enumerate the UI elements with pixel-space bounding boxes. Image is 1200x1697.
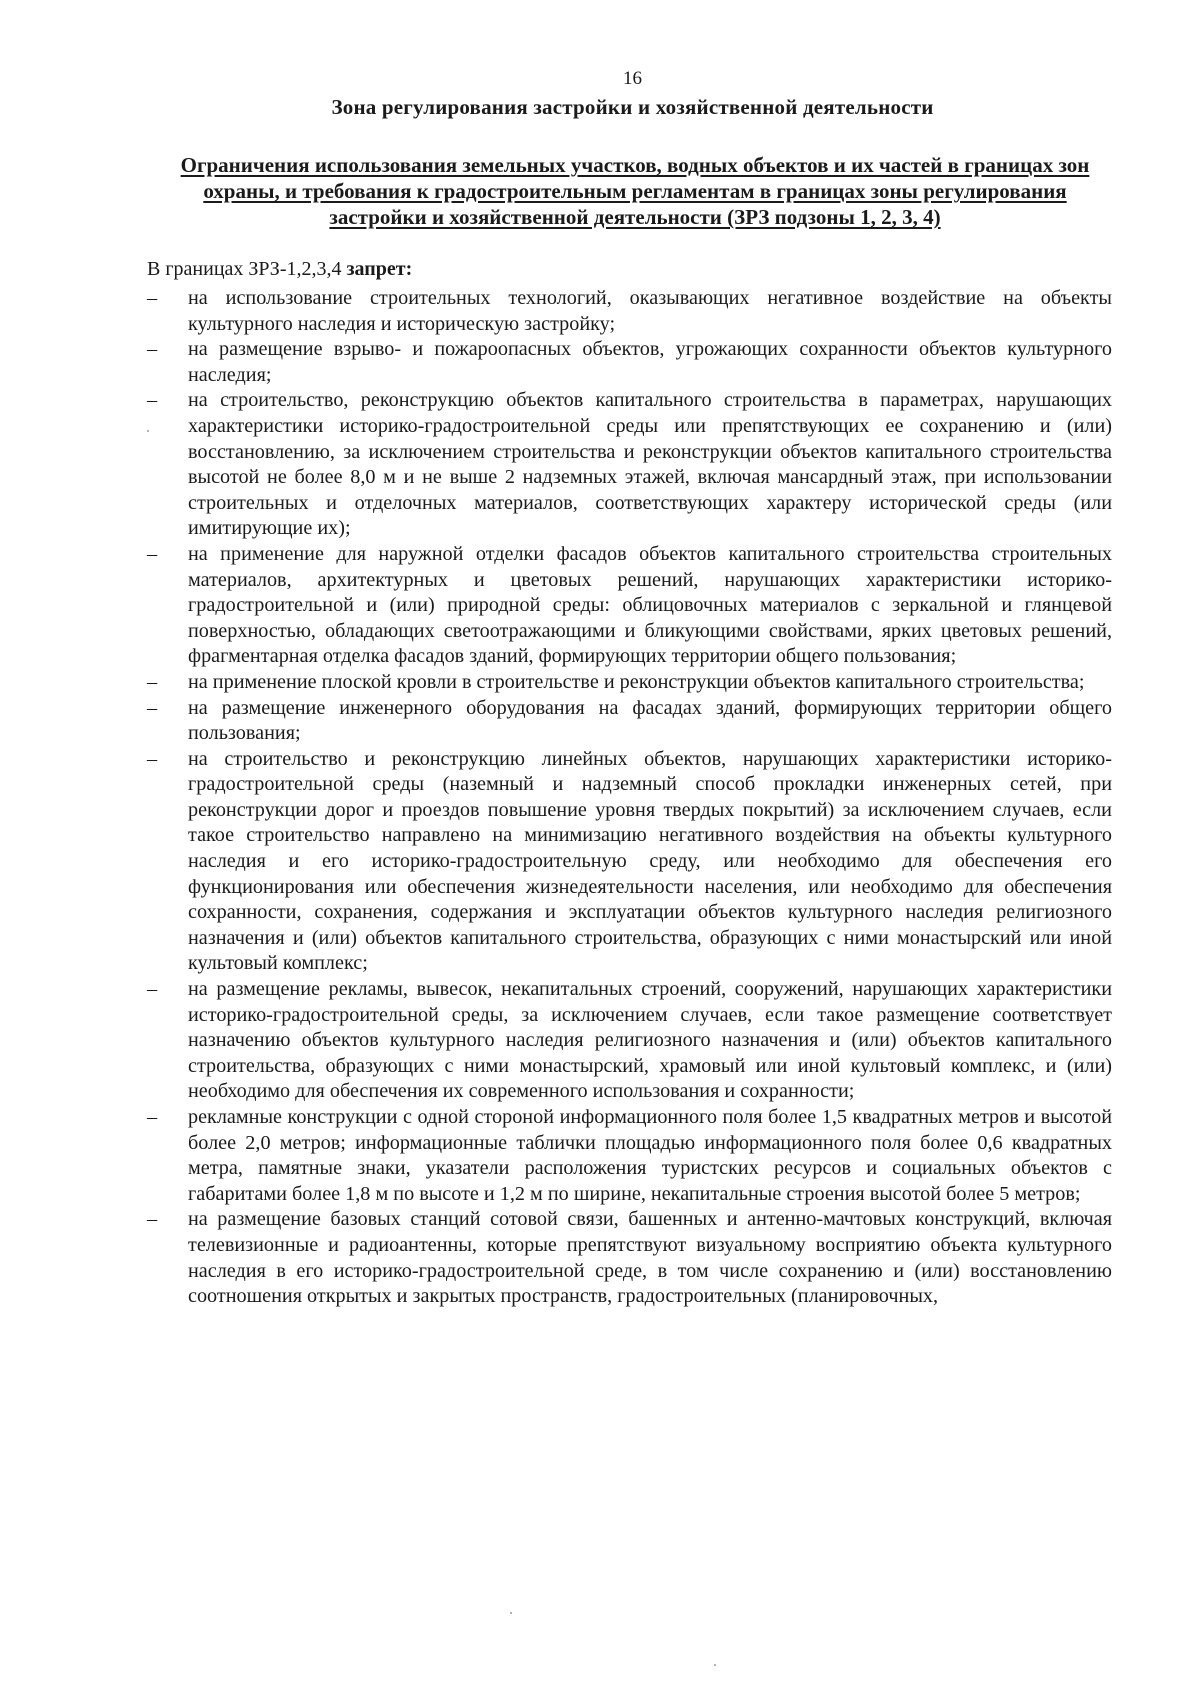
bullet-dash: – [147,747,158,770]
scan-speck [714,1664,716,1666]
list-item-text: на размещение базовых станций сотовой связи, башенных и антенно-мачтовых конструкций, включая телевизионные и радиоантенны, которые препятствуют визуальному восприятию объекта культурного наследия в его историко-градостроительной среде, в том числе сохранению и (или) восстановлению соотношения открытых и закрытых пространств, градостроительных (планировочных, [188,1208,1112,1308]
bullet-dash: – [147,1106,158,1128]
list-item-text: на применение для наружной отделки фасадов объектов капитального строительства строительных материалов, архитектурных и цветовых решений, нарушающих характеристики историко-градостроительной и (или) природной среды: облицовочных материалов с зеркальной и глянцевой поверхностью, обладающих светоотражающими и бликующими свойствами, ярких цветовых решений, фрагментарная отделка фасадов зданий, формирующих территории общего пользования; [188,542,1112,668]
page-number: 16 [623,68,642,89]
list-item [147,1105,1112,1207]
list-item [147,286,1112,337]
scan-speck [147,430,149,432]
list-item [147,542,1112,670]
restrictions-subheading: Ограничения использования земельных участков, водных объектов и их частей в границах зон охраны, и требования к градостроительным регламентам в границах зоны регулирования застройки и хозяйственной деятельности (ЗРЗ подзоны 1, 2, 3, 4) [180,153,1090,229]
prohibition-list [147,286,1112,1310]
intro-prefix: В границах ЗРЗ-1,2,3,4 [147,258,347,280]
list-item-text: на использование строительных технологий, оказывающих негативное воздействие на объекты культурного наследия и историческую застройку; [188,287,1112,335]
list-item [147,670,1112,696]
list-item-text: на применение плоской кровли в строительстве и реконструкции объектов капитального строительства; [188,670,1085,693]
bullet-dash: – [147,978,158,1001]
bullet-dash: – [147,287,158,309]
bullet-dash: – [147,1208,158,1231]
list-item-text: рекламные конструкции с одной стороной информационного поля более 1,5 квадратных метров и высотой более 2,0 метров; информационные таблички площадью информационного поля более 0,6 квадратных метра, памятные знаки, указатели расположения туристских ресурсов и социальных объектов с габаритами более 1,8 м по высоте и 1,2 м по ширине, некапитальные строения высотой более 5 метров; [188,1106,1112,1205]
list-item [147,388,1112,542]
scan-speck [510,1612,512,1614]
list-item [147,696,1112,747]
bullet-dash: – [147,389,158,412]
list-item-text: на размещение рекламы, вывесок, некапитальных строений, сооружений, нарушающих характеристики историко-градостроительной среды, за исключением случаев, если такое размещение соответствует назначению объектов культурного наследия религиозного назначения и (или) объектов капитального строительства, образующих с ними монастырский, храмовый или иной культовый комплекс, и (или) необходимо для обеспечения их современного использования и сохранности; [188,978,1112,1103]
list-item [147,747,1112,977]
bullet-dash: – [147,696,158,719]
intro-line [147,258,412,281]
list-item-text: на размещение взрыво- и пожароопасных объектов, угрожающих сохранности объектов культурного наследия; [188,338,1112,386]
list-item [147,977,1112,1105]
list-item-text: на строительство и реконструкцию линейных объектов, нарушающих характеристики историко-градостроительной среды (наземный и надземный способ прокладки инженерных сетей, при реконструкции дорог и проездов повышение уровня твердых покрытий) за исключением случаев, если такое строительство направлено на минимизацию негативного воздействия на объекты культурного наследия и его историко-градостроительную среду, или необходимо для обеспечения его функционирования или обеспечения жизнедеятельности населения, или необходимо для обеспечения сохранности, сохранения, содержания и эксплуатации объектов культурного наследия религиозного назначения и (или) объектов капитального строительства, образующих с ними монастырский или иной культовый комплекс; [188,747,1112,975]
zone-heading: Зона регулирования застройки и хозяйственной деятельности [331,95,934,119]
bullet-dash: – [147,670,158,693]
list-item-text: на строительство, реконструкцию объектов капитального строительства в параметрах, нарушающих характеристики историко-градостроительной среды или препятствующих ее сохранению и (или) восстановлению, за исключением строительства и реконструкции объектов капитального строительства высотой не более 8,0 м и не выше 2 надземных этажей, включая мансардный этаж, при использовании строительных и отделочных материалов, соответствующих характеру исторической среды (или имитирующие их); [188,389,1112,540]
list-item [147,337,1112,388]
intro-prohibition-label: запрет: [346,258,413,280]
list-item-text: на размещение инженерного оборудования на фасадах зданий, формирующих территории общего пользования; [188,696,1112,745]
list-item [147,1207,1112,1309]
bullet-dash: – [147,338,158,361]
bullet-dash: – [147,542,158,565]
